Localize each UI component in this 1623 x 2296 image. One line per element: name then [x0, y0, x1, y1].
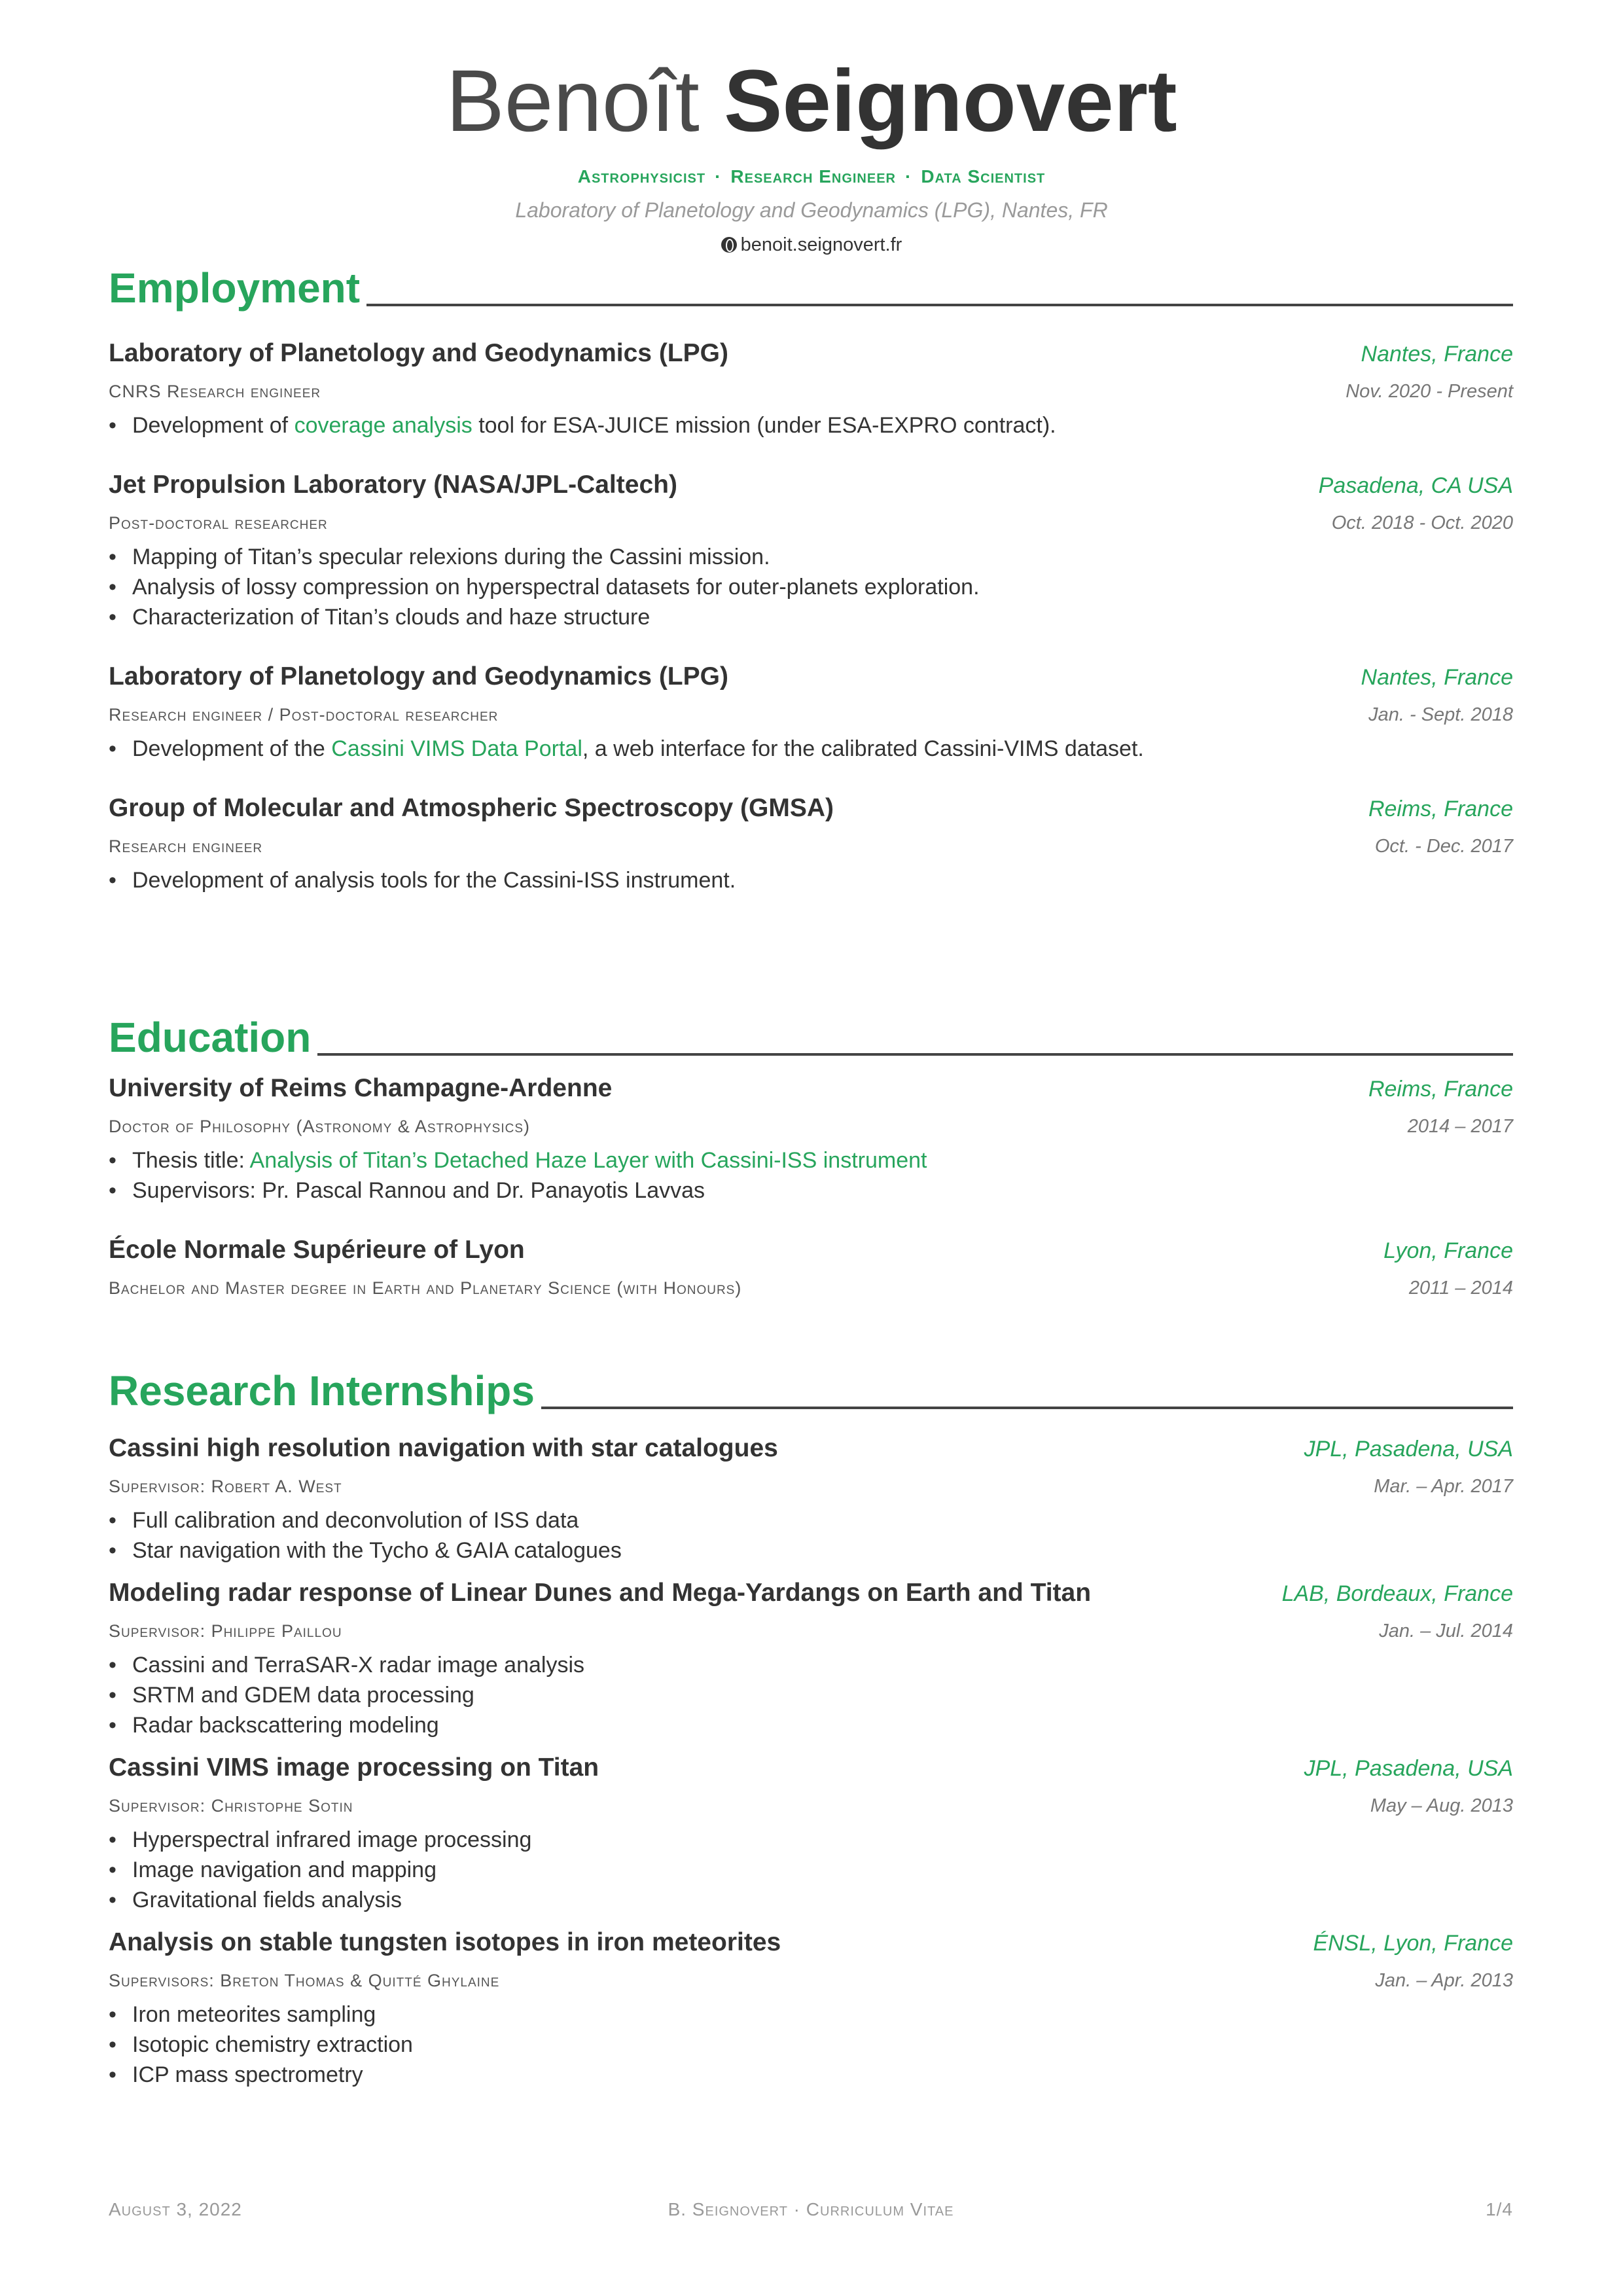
- entry-org: École Normale Supérieure of Lyon: [109, 1236, 525, 1264]
- employment-entry: [109, 790, 1513, 895]
- footer-page-number: 1/4: [1486, 2199, 1513, 2219]
- list-item: • Hyperspectral infrared image processing: [109, 1825, 1513, 1855]
- entry-date: 2014 – 2017: [1407, 1116, 1513, 1137]
- entry-org: Modeling radar response of Linear Dunes and Mega-Yardangs on Earth and Titan: [109, 1579, 1092, 1607]
- employment-entry: [109, 335, 1513, 440]
- item-text: Development of the: [132, 736, 332, 761]
- entry-items: [109, 1650, 1513, 1740]
- cv-header: [0, 52, 1623, 259]
- section-rule: [541, 1407, 1513, 1409]
- entry-org: University of Reims Champagne-Ardenne: [109, 1074, 613, 1102]
- position-separator: ·: [715, 166, 722, 187]
- entry-role: CNRS Research engineer: [109, 382, 321, 401]
- entry-role: Supervisors: Breton Thomas & Quitté Ghylaine: [109, 1971, 500, 1990]
- list-item: • Full calibration and deconvolution of ISS data: [109, 1505, 1513, 1535]
- list-item: • Iron meteorites sampling: [109, 2000, 1513, 2030]
- education-entry: [109, 1070, 1513, 1206]
- entry-date: Mar. – Apr. 2017: [1374, 1476, 1513, 1497]
- item-text: , a web interface for the calibrated Cassini-VIMS dataset.: [582, 736, 1144, 761]
- list-item: [109, 734, 1513, 764]
- entry-items: [109, 2000, 1513, 2090]
- website-text[interactable]: benoit.seignovert.fr: [740, 234, 902, 255]
- list-item: • Image navigation and mapping: [109, 1855, 1513, 1885]
- entry-date: Jan. – Apr. 2013: [1375, 1970, 1513, 1991]
- entry-org: Jet Propulsion Laboratory (NASA/JPL-Caltech): [109, 471, 677, 499]
- internship-entry: [109, 1924, 1513, 2090]
- list-item: • Development of analysis tools for the Cassini-ISS instrument.: [109, 865, 1513, 895]
- list-item: [109, 1145, 1513, 1175]
- entry-items: [109, 410, 1513, 440]
- entry-date: May – Aug. 2013: [1370, 1795, 1513, 1816]
- entry-org: Cassini high resolution navigation with star catalogues: [109, 1434, 778, 1462]
- section-heading: Research Internships: [109, 1367, 535, 1414]
- list-item: • Radar backscattering modeling: [109, 1710, 1513, 1740]
- positions-line: [0, 164, 1623, 190]
- education-entry: [109, 1232, 1513, 1307]
- entry-org: Group of Molecular and Atmospheric Spectroscopy (GMSA): [109, 794, 834, 822]
- entry-org: Laboratory of Planetology and Geodynamics (LPG): [109, 662, 728, 691]
- internship-entry: [109, 1575, 1513, 1740]
- entry-date: 2011 – 2014: [1408, 1278, 1513, 1299]
- entry-items: [109, 1825, 1513, 1915]
- section-title-employment: [109, 262, 1513, 314]
- list-item: • Supervisors: Pr. Pascal Rannou and Dr. Panayotis Lavvas: [109, 1175, 1513, 1206]
- internship-entry: [109, 1749, 1513, 1915]
- entry-location: LAB, Bordeaux, France: [1281, 1581, 1513, 1606]
- entry-location: Lyon, France: [1383, 1238, 1513, 1263]
- entry-location: Pasadena, CA USA: [1318, 473, 1513, 498]
- list-item: • SRTM and GDEM data processing: [109, 1680, 1513, 1710]
- coverage-analysis-link[interactable]: coverage analysis: [294, 413, 473, 438]
- list-item: • Gravitational fields analysis: [109, 1885, 1513, 1915]
- vims-data-portal-link[interactable]: Cassini VIMS Data Portal: [331, 736, 582, 761]
- entry-location: ÉNSL, Lyon, France: [1313, 1931, 1513, 1956]
- list-item: [109, 410, 1513, 440]
- entry-role: Doctor of Philosophy (Astronomy & Astrophysics): [109, 1117, 531, 1136]
- position-astrophysicist: Astrophysicist: [577, 166, 706, 187]
- entry-role: Supervisor: Philippe Paillou: [109, 1621, 342, 1641]
- item-text: Thesis title:: [132, 1148, 250, 1173]
- thesis-title-link[interactable]: Analysis of Titan’s Detached Haze Layer with Cassini-ISS instrument: [249, 1148, 927, 1173]
- address: Laboratory of Planetology and Geodynamics (LPG), Nantes, FR: [515, 198, 1108, 222]
- employment-entry: [109, 467, 1513, 632]
- internship-entry: [109, 1430, 1513, 1566]
- section-heading: Employment: [109, 264, 361, 312]
- entry-role: Research engineer / Post-doctoral researcher: [109, 705, 499, 725]
- section-heading: Education: [109, 1014, 312, 1061]
- full-name: [0, 52, 1623, 151]
- list-item: • Mapping of Titan’s specular relexions during the Cassini mission.: [109, 542, 1513, 572]
- entry-date: Oct. - Dec. 2017: [1374, 836, 1513, 857]
- entry-items: [109, 1145, 1513, 1206]
- entry-date: Oct. 2018 - Oct. 2020: [1331, 512, 1513, 533]
- entry-items: [109, 542, 1513, 632]
- position-separator: ·: [905, 166, 912, 187]
- entry-role: Post-doctoral researcher: [109, 513, 328, 533]
- internships-section: [109, 1365, 1513, 2090]
- entry-org: Analysis on stable tungsten isotopes in iron meteorites: [109, 1928, 781, 1956]
- entry-items: [109, 1505, 1513, 1566]
- entry-location: Nantes, France: [1361, 342, 1513, 367]
- employment-section: [109, 262, 1513, 895]
- employment-entry: [109, 658, 1513, 764]
- item-text: Development of: [132, 413, 294, 438]
- section-title-internships: [109, 1365, 1513, 1417]
- entry-location: JPL, Pasadena, USA: [1304, 1437, 1513, 1462]
- entry-location: Nantes, France: [1361, 665, 1513, 690]
- item-text: tool for ESA-JUICE mission (under ESA-EXPRO contract).: [472, 413, 1056, 438]
- list-item: • Isotopic chemistry extraction: [109, 2030, 1513, 2060]
- entry-location: Reims, France: [1368, 1077, 1513, 1102]
- entry-date: Nov. 2020 - Present: [1346, 381, 1513, 402]
- page-footer: [109, 2199, 1513, 2225]
- footer-title: B. Seignovert · Curriculum Vitae: [668, 2199, 954, 2219]
- position-research-engineer: Research Engineer: [730, 166, 896, 187]
- globe-icon: [721, 237, 737, 253]
- list-item: • Star navigation with the Tycho & GAIA catalogues: [109, 1535, 1513, 1566]
- footer-date: August 3, 2022: [109, 2199, 242, 2219]
- website-link[interactable]: [0, 230, 1623, 259]
- position-data-scientist: Data Scientist: [921, 166, 1046, 187]
- entry-role: Supervisor: Christophe Sotin: [109, 1796, 353, 1816]
- entry-items: [109, 865, 1513, 895]
- entry-org: Laboratory of Planetology and Geodynamics (LPG): [109, 339, 728, 367]
- section-rule: [317, 1053, 1513, 1056]
- entry-org: Cassini VIMS image processing on Titan: [109, 1753, 599, 1782]
- first-name: Benoît: [446, 52, 700, 150]
- entry-location: Reims, France: [1368, 797, 1513, 821]
- list-item: • Analysis of lossy compression on hyperspectral datasets for outer-planets exploration.: [109, 572, 1513, 602]
- entry-role: Research engineer: [109, 836, 263, 856]
- section-rule: [366, 304, 1513, 306]
- last-name: Seignovert: [724, 52, 1177, 150]
- entry-date: Jan. - Sept. 2018: [1368, 704, 1513, 725]
- entry-items: [109, 734, 1513, 764]
- education-section: [109, 1011, 1513, 1307]
- entry-date: Jan. – Jul. 2014: [1379, 1621, 1513, 1641]
- entry-role: Supervisor: Robert A. West: [109, 1477, 342, 1496]
- entry-role: Bachelor and Master degree in Earth and Planetary Science (with Honours): [109, 1278, 742, 1298]
- entry-location: JPL, Pasadena, USA: [1304, 1756, 1513, 1781]
- list-item: • ICP mass spectrometry: [109, 2060, 1513, 2090]
- section-title-education: [109, 1011, 1513, 1064]
- list-item: • Characterization of Titan’s clouds and haze structure: [109, 602, 1513, 632]
- list-item: • Cassini and TerraSAR-X radar image analysis: [109, 1650, 1513, 1680]
